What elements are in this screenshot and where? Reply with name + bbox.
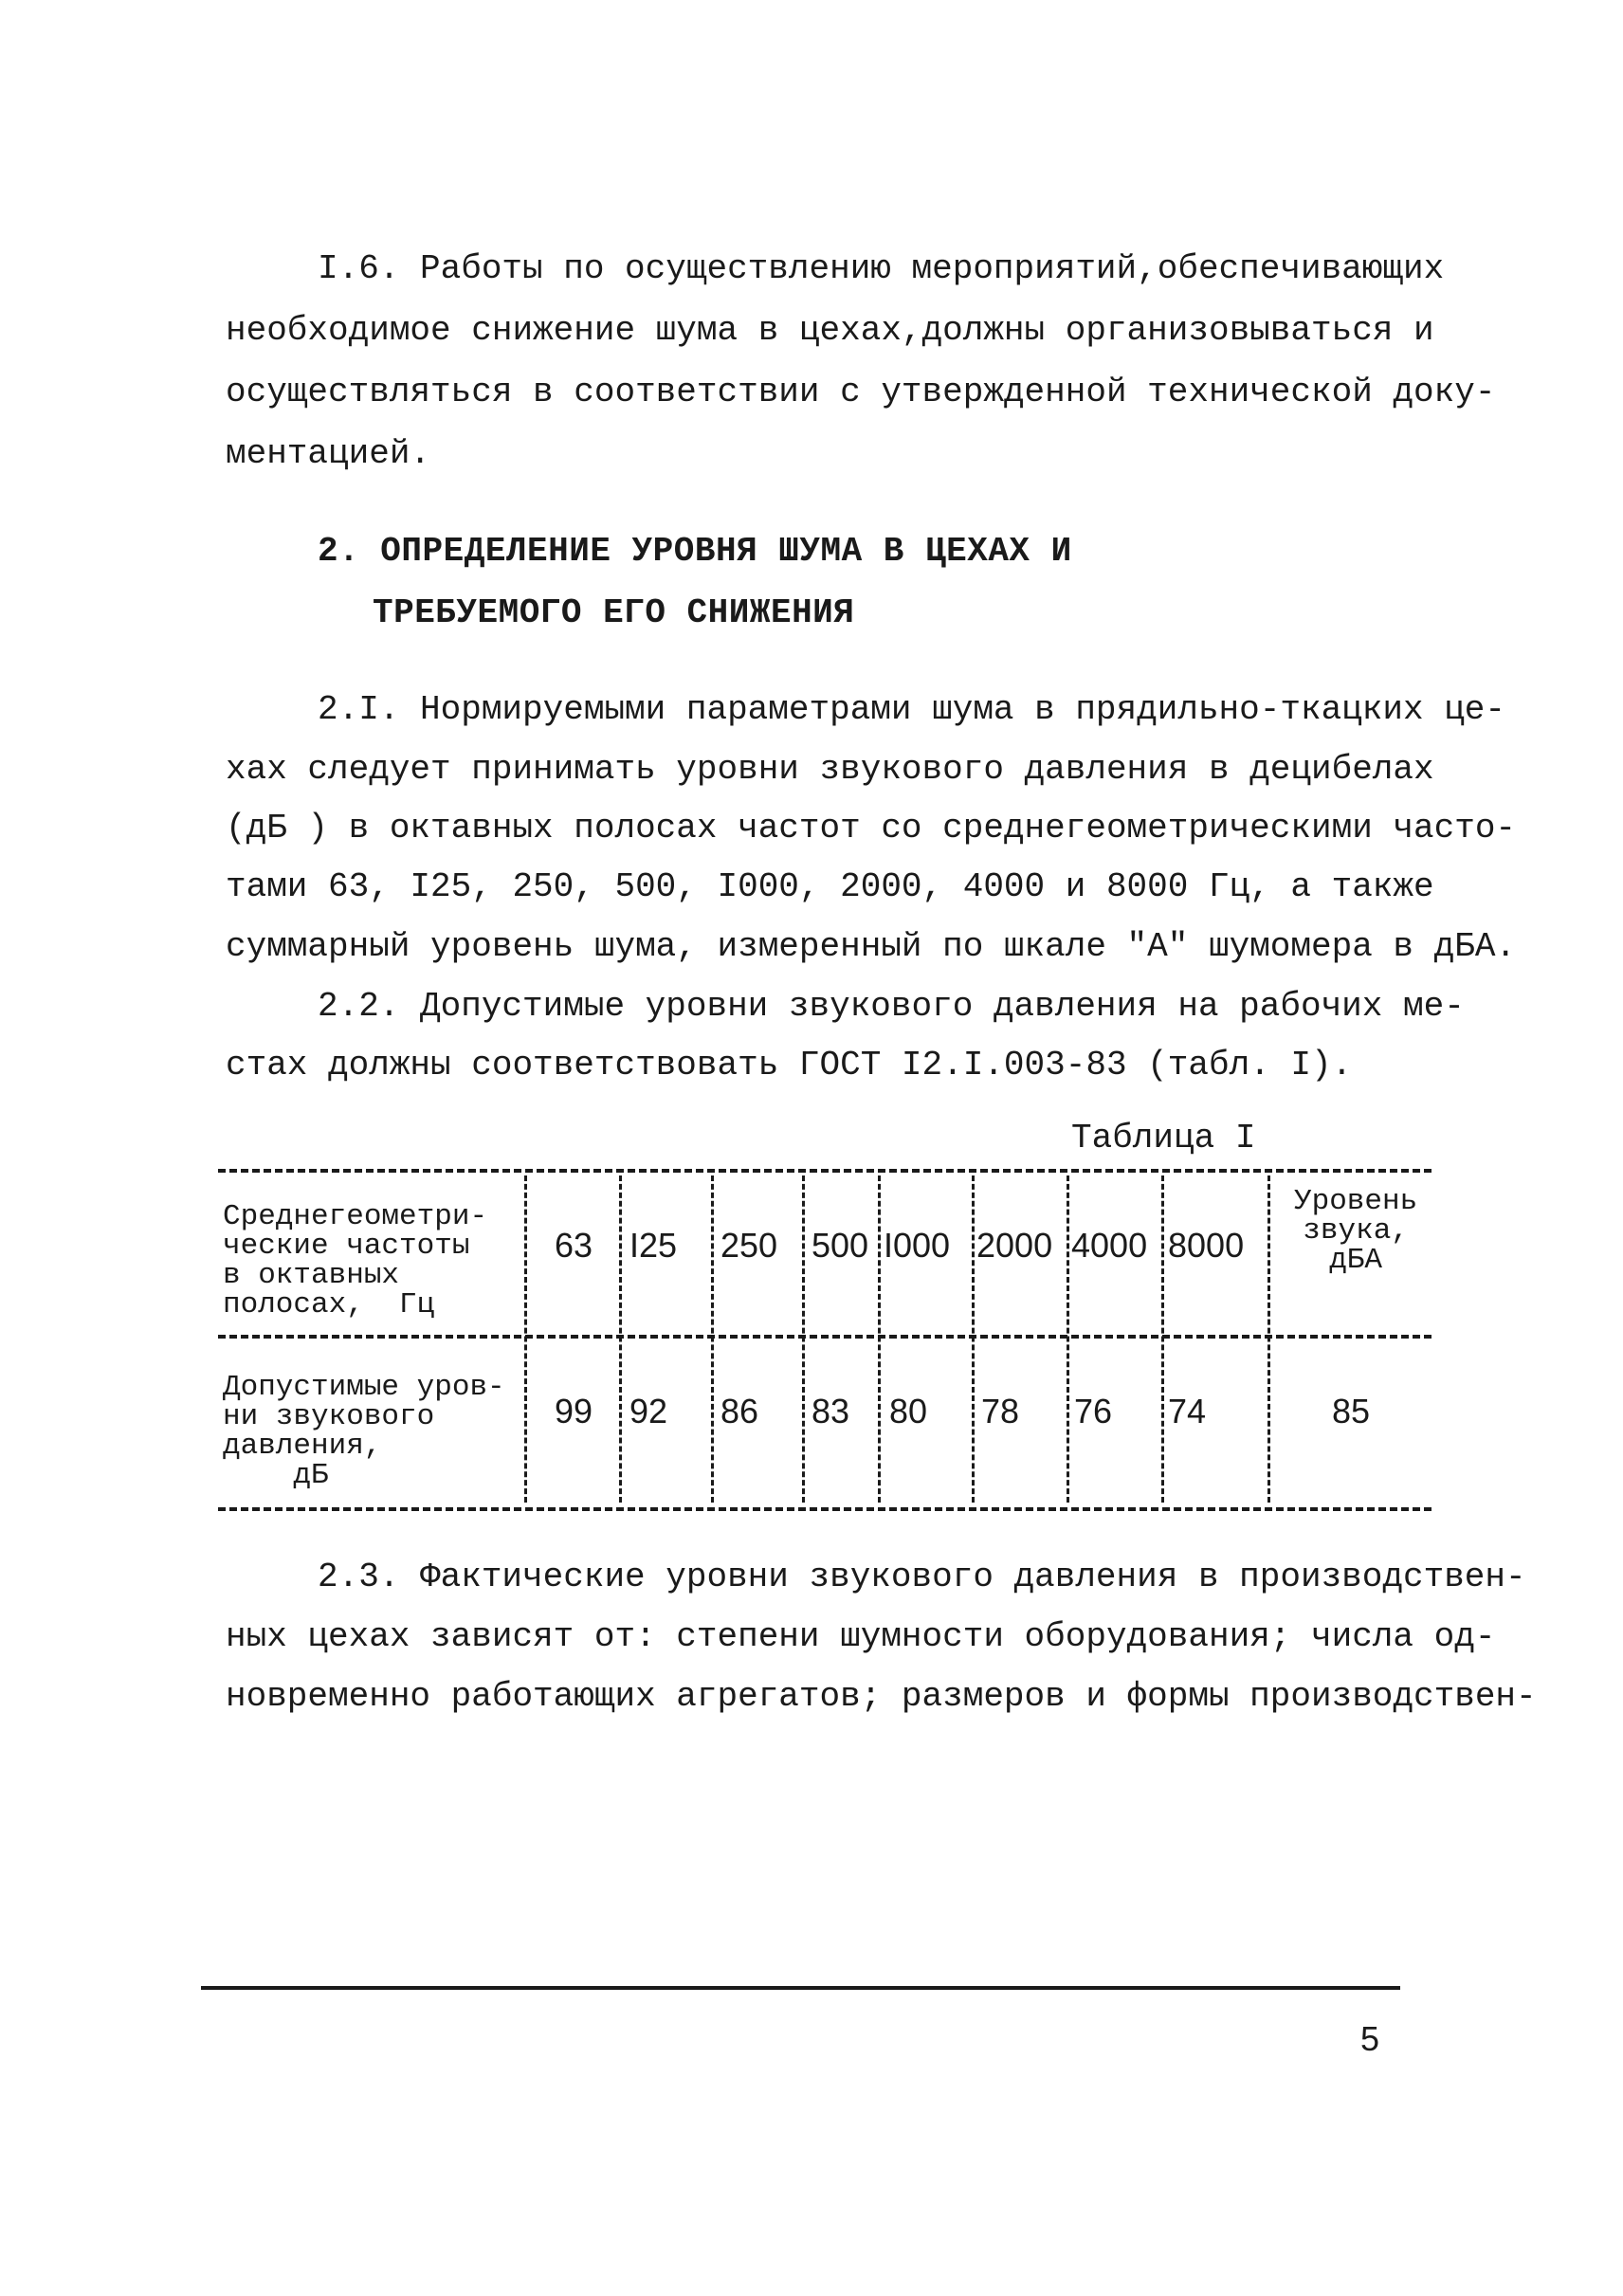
section-1-6-line-3: осуществляться в соответствии с утвержденной технической доку- — [226, 373, 1496, 411]
table-header-label: Среднегеометри- ческие частоты в октавных полосах, Гц — [223, 1200, 488, 1321]
section-2-heading-line-2: ТРЕБУЕМОГО ЕГО СНИЖЕНИЯ — [373, 593, 855, 632]
table-bottom-rule — [218, 1507, 1432, 1511]
section-2-1-line-4: тами 63, I25, 250, 500, I000, 2000, 4000 и 8000 Гц, а также — [226, 867, 1434, 906]
table-col-separator — [1067, 1175, 1069, 1503]
section-2-heading-line-1: 2. ОПРЕДЕЛЕНИЕ УРОВНЯ ШУМА В ЦЕХАХ И — [318, 532, 1072, 571]
table-cell-value: 86 — [720, 1392, 759, 1430]
table-cell-value: 83 — [812, 1392, 850, 1430]
section-2-1-line-5: суммарный уровень шума, измеренный по шкале "А" шумомера в дБА. — [226, 927, 1517, 966]
table-header-frequency: 4000 — [1071, 1226, 1148, 1265]
table-col-separator — [619, 1175, 622, 1503]
page-number: 5 — [1360, 2019, 1380, 2058]
table-caption: Таблица I — [1071, 1119, 1256, 1157]
table-col-separator — [878, 1175, 881, 1503]
table-cell-value: 92 — [629, 1392, 668, 1430]
table-col-separator — [1161, 1175, 1164, 1503]
section-2-3-line-3: новременно работающих агрегатов; размеров и формы производствен- — [226, 1677, 1537, 1716]
table-col-separator — [1267, 1175, 1270, 1503]
table-cell-value: 76 — [1074, 1392, 1113, 1430]
footer-rule — [201, 1986, 1400, 1990]
section-2-1-line-1: 2.I. Нормируемыми параметрами шума в прядильно-ткацких це- — [318, 690, 1506, 729]
section-1-6-line-4: ментацией. — [226, 434, 431, 473]
table-header-frequency: 2000 — [976, 1226, 1053, 1265]
table-header-frequency: 63 — [555, 1226, 593, 1265]
table-header-total: Уровень звука, дБА — [1294, 1185, 1418, 1277]
table-header-frequency: 8000 — [1168, 1226, 1245, 1265]
table-cell-total-value: 85 — [1332, 1392, 1371, 1430]
table-top-rule — [218, 1169, 1432, 1173]
section-1-6-line-2: необходимое снижение шума в цехах,должны организовываться и — [226, 311, 1434, 350]
table-cell-value: 99 — [555, 1392, 593, 1430]
table-cell-value: 78 — [981, 1392, 1020, 1430]
table-cell-value: 74 — [1168, 1392, 1207, 1430]
section-1-6-line-1: I.6. Работы по осуществлению мероприятий,обеспечивающих — [318, 249, 1445, 288]
section-2-1-line-3: (дБ ) в октавных полосах частот со среднегеометрическими часто- — [226, 809, 1517, 847]
section-2-1-line-2: хах следует принимать уровни звукового давления в децибелах — [226, 750, 1434, 789]
section-2-2-line-2: стах должны соответствовать ГОСТ I2.I.003-83 (табл. I). — [226, 1046, 1353, 1084]
table-header-frequency: 250 — [720, 1226, 778, 1265]
table-col-separator — [711, 1175, 714, 1503]
table-col-separator — [972, 1175, 975, 1503]
section-2-3-line-1: 2.3. Фактические уровни звукового давления в производствен- — [318, 1558, 1526, 1596]
table-header-frequency: 500 — [812, 1226, 869, 1265]
table-header-frequency: I000 — [884, 1226, 951, 1265]
section-2-3-line-2: ных цехах зависят от: степени шумности оборудования; числа од- — [226, 1617, 1496, 1656]
table-cell-value: 80 — [889, 1392, 928, 1430]
table-header-frequency: I25 — [629, 1226, 678, 1265]
table-col-separator — [524, 1175, 527, 1503]
table-row-label: Допустимые уров- ни звукового давления, дБ — [223, 1371, 505, 1492]
section-2-2-line-1: 2.2. Допустимые уровни звукового давления на рабочих ме- — [318, 987, 1465, 1026]
table-middle-rule — [218, 1335, 1432, 1339]
table-col-separator — [802, 1175, 805, 1503]
